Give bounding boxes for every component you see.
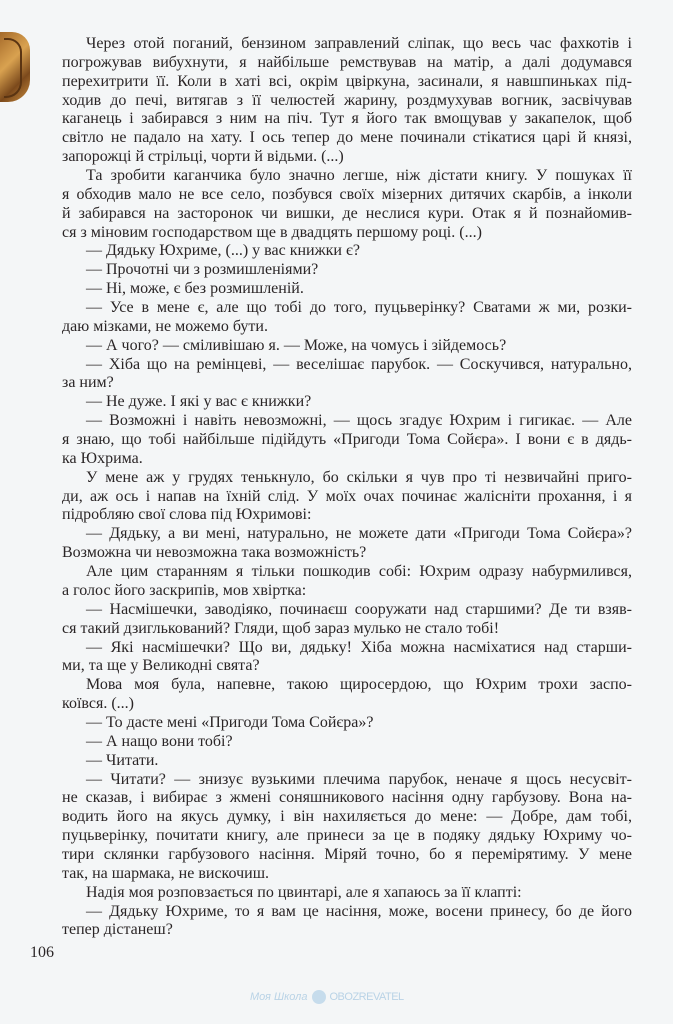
text-line: Через отой поганий, бензином заправлений сліпак, що весь час фахкотів і bbox=[86, 35, 632, 52]
text-line: тири склянки гарбузового насіння. Міряй точно, бо я перемірятиму. У мене bbox=[62, 845, 632, 863]
text-line: — Усе в мене є, але що тобі до того, пуцьверінку? Сватами ж ми, розки- bbox=[86, 299, 632, 317]
text-line: Але цим старанням я тільки пошкодив собі: Юхрим одразу набурмилився, bbox=[86, 563, 632, 581]
text-line: Возможна чи невозможна така возможність? bbox=[62, 544, 367, 562]
text-line: даю мізками, не можемо бути. bbox=[62, 317, 268, 335]
text-line: — А нащо вони тобі? bbox=[86, 732, 233, 750]
text-line: ся з міновим господарством ще в двадцять першому році. (...) bbox=[62, 223, 482, 241]
text-line: погрожував вибухнути, я найбільше ремствував на матір, а далі додумався bbox=[62, 53, 632, 71]
text-line: ходив до печі, витягав з її челюстей жарину, роздмухував вогник, засвічував bbox=[62, 91, 632, 109]
text-line: пуцьверінку, почитати книгу, але принеси за це в подяку дядьку Юхриму чо- bbox=[62, 827, 632, 845]
text-line: я обходив мало не все село, позбувся своїх мізерних дитячих скарбів, а інколи bbox=[62, 185, 632, 203]
decorative-illustration bbox=[0, 32, 30, 102]
text-line: — Прочотні чи з розмишленіями? bbox=[86, 261, 319, 279]
text-line: — Не дуже. І які у вас є книжки? bbox=[86, 393, 312, 411]
text-line: ми, та ще у Великодні свята? bbox=[62, 657, 260, 675]
text-line: а голос його заскрипів, мов хвіртка: bbox=[62, 581, 307, 599]
text-line: коївся. (...) bbox=[62, 695, 134, 713]
text-line: й забирався на засторонок чи вишки, де неслися кури. Отак я й познайомив- bbox=[62, 204, 632, 222]
text-line: перехитрити її. Коли в хаті всі, окрім цвіркуна, засинали, я навшпиньках під- bbox=[62, 72, 632, 90]
text-line: — Ні, може, є без розмишленій. bbox=[86, 280, 304, 298]
text-line: підробляю свої слова під Юхримові: bbox=[62, 506, 312, 524]
text-line: — А чого? — сміливішаю я. — Може, на чомусь і зійдемось? bbox=[86, 336, 507, 354]
text-line: Та зробити каганчика було значно легше, ніж дістати книгу. У пошуках її bbox=[86, 167, 632, 185]
text-line: — Хіба що на ремінцеві, — веселішає парубок. — Соскучився, натурально, bbox=[86, 355, 632, 373]
text-line: каганець і забирався з ним на піч. Тут я його так вмощував у закапелок, щоб bbox=[62, 110, 632, 128]
text-line: не сказав, і вибирає з жмені соняшникового насіння одну гарбузову. Вона на- bbox=[62, 789, 632, 807]
text-line: — Дядьку Юхриме, то я вам це насіння, може, восени принесу, бо де його bbox=[86, 902, 632, 920]
text-line: запорожці й стрільці, чорти й відьми. (...) bbox=[62, 148, 344, 166]
text-line: — Дядьку, а ви мені, натурально, не можете дати «Пригоди Тома Сойєра»? bbox=[86, 525, 632, 543]
text-line: ка Юхрима. bbox=[62, 449, 143, 467]
watermark-brand: Моя Школа bbox=[250, 990, 308, 1003]
text-line: — Насмішечки, заводіяко, починаєш сооружати над старшими? Де ти взяв- bbox=[86, 600, 632, 618]
text-line: ся такий дзиглькований? Гляди, щоб зараз мулько не стало тобі! bbox=[62, 619, 500, 637]
text-line: — Читати? — знизує вузькими плечима парубок, неначе я щось несусвіт- bbox=[86, 770, 632, 788]
watermark-logo-icon bbox=[312, 990, 326, 1004]
text-line: Надія моя розповзається по цвинтарі, але я хапаюсь за її клапті: bbox=[86, 883, 522, 901]
page-text bbox=[62, 35, 632, 940]
text-line: — Читати. bbox=[86, 751, 159, 769]
watermark-brand: OBOZREVATEL bbox=[329, 990, 404, 1003]
text-line: так, на шармака, не вискочиш. bbox=[62, 864, 270, 882]
text-line: — То дасте мені «Пригоди Тома Сойєра»? bbox=[86, 713, 374, 731]
text-line: У мене аж у грудях тенькнуло, бо скільки я чув про ті незвичайні приго- bbox=[86, 468, 632, 486]
text-line: ди, аж ось і напав на їхній слід. У моїх очах починає жалісніти прохання, і я bbox=[62, 487, 632, 505]
text-line: Мова моя була, напевне, такою щиросердою, що Юхрим трохи заспо- bbox=[86, 676, 632, 694]
text-line: світло не падало на хату. І ось тепер до мене починали стікатися царі й князі, bbox=[62, 129, 632, 147]
text-line: за ним? bbox=[62, 374, 114, 392]
page-number: 106 bbox=[30, 944, 54, 961]
text-line: — Дядьку Юхриме, (...) у вас книжки є? bbox=[86, 242, 360, 260]
watermark bbox=[250, 990, 404, 1004]
text-line: — Які насмішечки? Що ви, дядьку! Хіба можна насміхатися над старши- bbox=[86, 638, 632, 656]
text-line: я знаю, що тобі найбільше підійдуть «Пригоди Тома Сойєра». І вони є в дядь- bbox=[62, 431, 632, 449]
text-line: водить його на якусь думку, і він нахиляється до мене: — Добре, дам тобі, bbox=[62, 808, 632, 826]
text-line: — Возможні і навіть невозможні, — щось згадує Юхрим і гигикає. — Але bbox=[86, 412, 632, 430]
text-line: тепер дістанеш? bbox=[62, 921, 173, 939]
